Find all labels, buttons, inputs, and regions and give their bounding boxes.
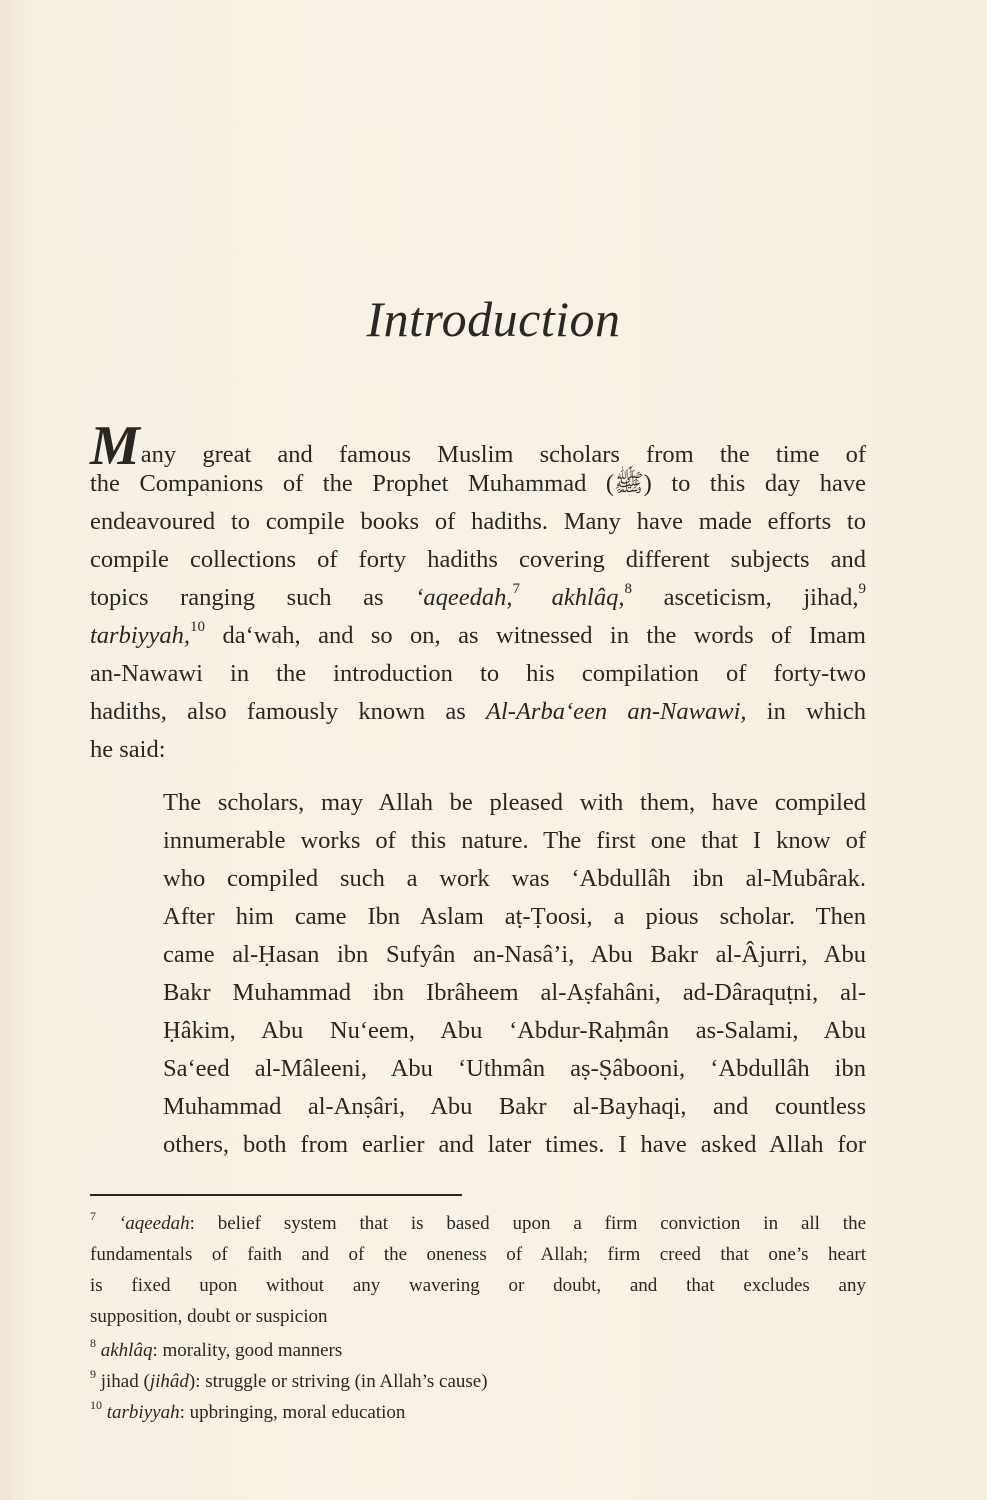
footnote-9 [90, 1366, 866, 1397]
footnote-ref-9: 9 [858, 581, 866, 597]
footnote-7-line-1 [90, 1208, 866, 1239]
footnote-7-line-2: fundamentals of faith and of the oneness of Allah; firm creed that one’s heart [90, 1244, 866, 1265]
footnote-7-line-4: supposition, doubt or suspicion [90, 1306, 328, 1327]
quote-line-5: came al-Ḥasan ibn Sufyân an-Nasâ’i, Abu Bakr al-Âjurri, Abu [163, 941, 866, 968]
quote-line-2: innumerable works of this nature. The first one that I know of [163, 827, 866, 854]
footnote-number: 10 [90, 1398, 102, 1412]
page-title: Introduction [366, 291, 621, 347]
footnote-ref-8: 8 [624, 581, 632, 597]
footnote-term: tarbiyyah [106, 1402, 180, 1423]
quote-line-6: Bakr Muhammad ibn Ibrâheem al-Aṣfahâni, ad-Dâraquṭni, al- [163, 979, 866, 1006]
body-text: topics ranging such as [90, 584, 416, 611]
footnote-ref-7: 7 [512, 581, 520, 597]
drop-cap: M [90, 415, 140, 477]
body-text: in which [746, 698, 866, 725]
body-line-9: he said: [90, 736, 166, 763]
footnote-7-line-3: is fixed upon without any wavering or doubt, and that excludes any [90, 1275, 866, 1296]
term-tarbiyyah: tarbiyyah, [90, 622, 191, 649]
quote-line-3: who compiled such a work was ‘Abdullâh ibn al-Mubârak. [163, 865, 866, 892]
body-text: any great and famous Muslim scholars from the time of [140, 441, 866, 468]
quote-line-1: The scholars, may Allah be pleased with them, have compiled [163, 789, 866, 816]
footnote-number: 9 [90, 1367, 96, 1381]
body-line-8 [90, 693, 866, 731]
body-text: da‘wah, and so on, as witnessed in the words of Imam [205, 622, 866, 649]
quote-line-9: Muhammad al-Anṣâri, Abu Bakr al-Bayhaqi, and countless [163, 1093, 866, 1120]
body-line-7: an-Nawawi in the introduction to his compilation of forty-two [90, 660, 866, 687]
quote-line-10: others, both from earlier and later times. I have asked Allah for [163, 1131, 866, 1158]
body-line-3: endeavoured to compile books of hadiths. Many have made efforts to [90, 508, 866, 535]
term-aqeedah: ‘aqeedah, [415, 584, 513, 611]
body-line-2: the Companions of the Prophet Muhammad (ﷺ) to this day have [90, 470, 866, 497]
footnote-8 [90, 1335, 866, 1366]
body-line-5 [90, 579, 866, 617]
term-akhlaq: akhlâq, [551, 584, 625, 611]
footnote-text: ): struggle or striving (in Allah’s cause) [188, 1371, 488, 1392]
footnote-divider [90, 1194, 462, 1196]
quote-line-8: Sa‘eed al-Mâleeni, Abu ‘Uthmân aṣ-Ṣâbooni, ‘Abdullâh ibn [163, 1055, 866, 1082]
body-line-4: compile collections of forty hadiths covering different subjects and [90, 546, 866, 573]
footnote-text: jihad ( [96, 1371, 150, 1392]
quote-line-4: After him came Ibn Aslam aṭ-Ṭoosi, a pious scholar. Then [163, 903, 866, 930]
footnote-term: ‘aqeedah [118, 1213, 190, 1234]
footnote-text: : belief system that is based upon a firm conviction in all the [189, 1213, 867, 1234]
quote-line-7: Ḥâkim, Abu Nu‘eem, Abu ‘Abdur-Raḥmân as-Salami, Abu [163, 1017, 866, 1044]
footnote-number: 7 [90, 1209, 96, 1223]
body-line-1 [90, 415, 866, 477]
body-text: asceticism, jihad, [631, 584, 859, 611]
book-title: Al-Arba‘een an-Nawawi, [486, 698, 747, 725]
footnote-term: jihâd [149, 1371, 189, 1392]
footnote-10 [90, 1397, 866, 1428]
footnote-text: : upbringing, moral education [179, 1402, 406, 1423]
footnote-term: akhlâq [100, 1340, 153, 1361]
footnote-text: : morality, good manners [152, 1340, 343, 1361]
body-line-6 [90, 617, 866, 655]
footnote-ref-10: 10 [190, 619, 206, 635]
footnote-number: 8 [90, 1336, 96, 1350]
body-text: hadiths, also famously known as [90, 698, 487, 725]
